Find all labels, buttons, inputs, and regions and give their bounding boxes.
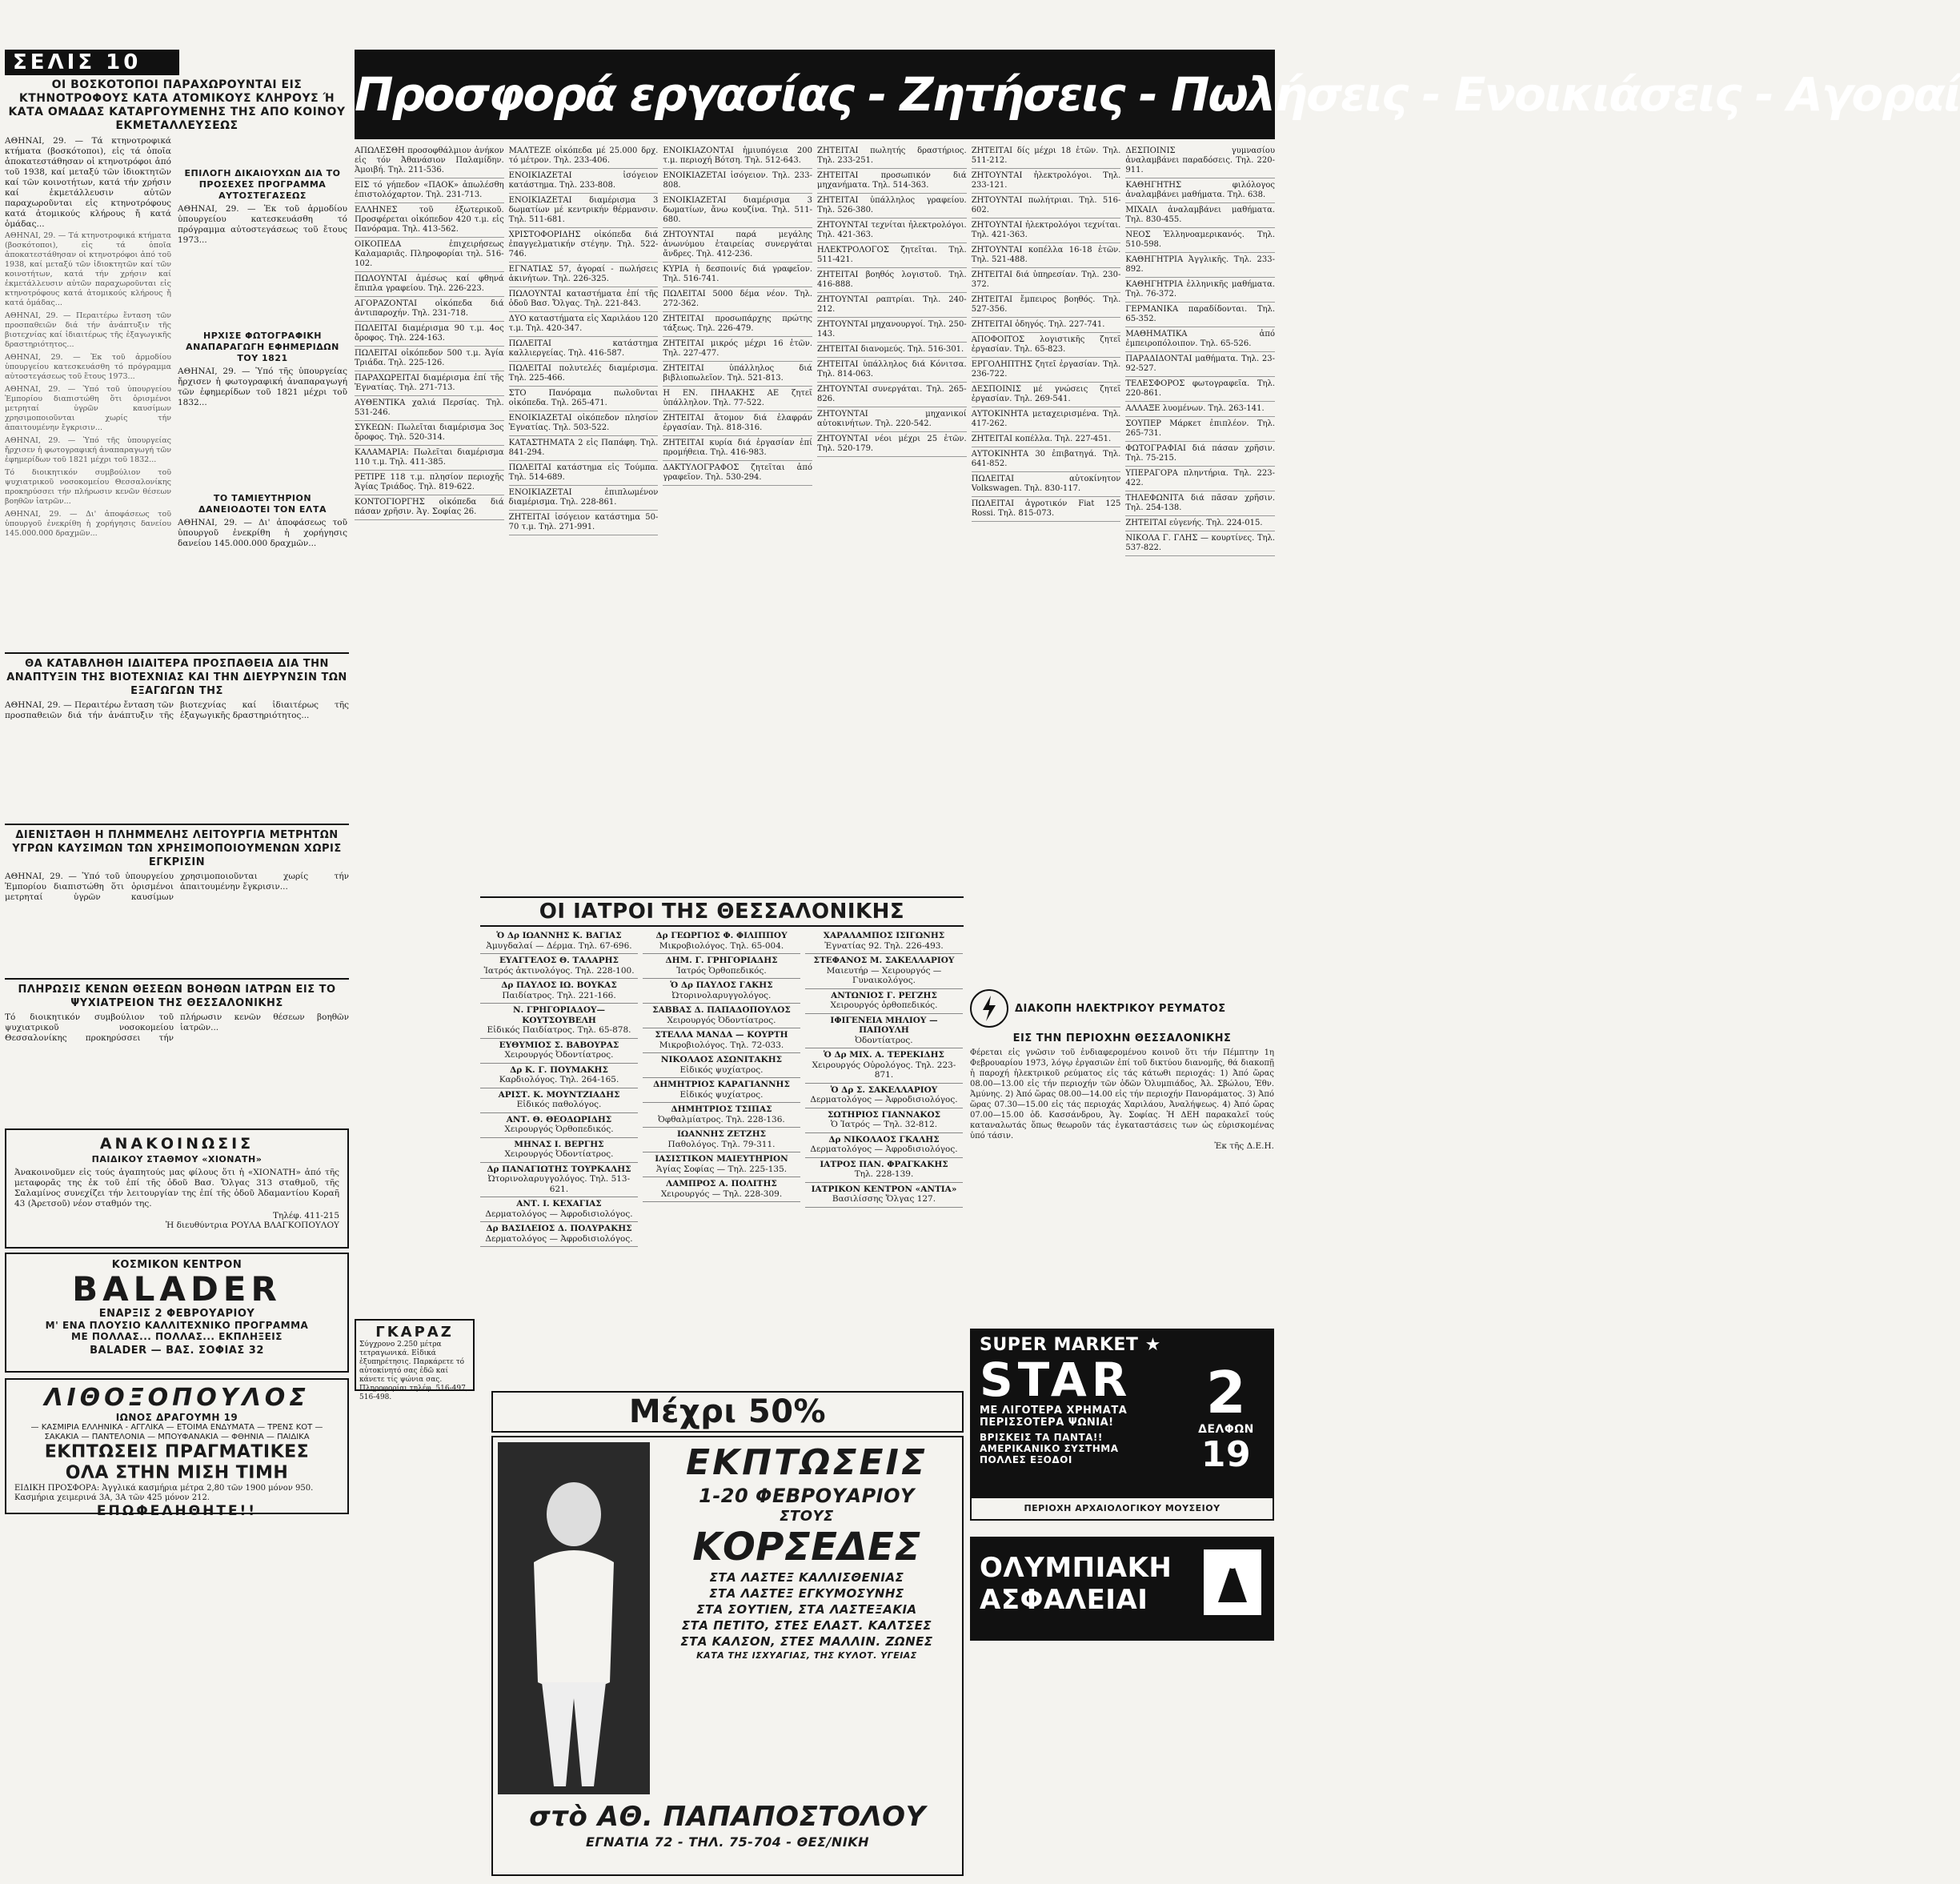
corset-ad xyxy=(491,1436,964,1876)
doctor-name: ΔΗΜ. Γ. ΓΡΗΓΟΡΙΑΔΗΣ xyxy=(665,956,778,965)
doctor-info: Μαιευτήρ — Χειρουργός — Γυναικολόγος. xyxy=(826,965,942,985)
classified-ad: ΠΩΛΕΙΤΑΙ οἰκόπεδον 500 τ.μ. Ἁγία Τριάδα. Τηλ. 225-126. xyxy=(355,347,504,371)
doctor-name: ΑΡΙΣΤ. Κ. ΜΟΥΝΤΖΙΑΔΗΣ xyxy=(498,1089,620,1100)
doctor-info: Χειρουργός ὀρθοπεδικός. xyxy=(830,1000,938,1010)
garage-ad xyxy=(355,1319,475,1401)
page-section-label: ΣΕΛΙΣ 10 xyxy=(5,50,179,75)
olympiaki-sub: ΑΣΦΑΛΕΙΑΙ xyxy=(980,1584,1148,1616)
star-number: 2 xyxy=(1205,1359,1247,1426)
doctor-listing xyxy=(480,954,638,979)
shop-address: ΙΩΝΟΣ ΔΡΑΓΟΥΜΗ 19 xyxy=(115,1412,238,1423)
doctor-name: Δρ ΠΑΝΑΓΙΩΤΗΣ ΤΟΥΡΚΑΛΗΣ xyxy=(487,1164,631,1174)
doctor-info: Τηλ. 228-139. xyxy=(854,1169,914,1179)
classified-ad: ΕΝΟΙΚΙΑΖΕΤΑΙ διαμέρισμα 3 δωματίων, ἄνω κουζίνα. Τηλ. 511-680. xyxy=(663,194,812,228)
doctor-info: Εἰδικός Παιδίατρος. Τηλ. 65-878. xyxy=(487,1025,631,1035)
classified-ad: ΠΩΛΕΙΤΑΙ ἀγροτικόν Fiat 125 Rossi. Τηλ. 815-073. xyxy=(972,497,1121,522)
dei-logo-icon xyxy=(970,989,1008,1028)
doctor-listing xyxy=(480,929,638,954)
classified-ad: ΖΗΤΕΙΤΑΙ ὑπάλληλος διά Κόνιτσα. Τηλ. 814-063. xyxy=(817,358,967,383)
doctor-info: Δερματολόγος — Ἀφροδισιολόγος. xyxy=(810,1095,958,1104)
power-outage-title: ΔΙΑΚΟΠΗ ΗΛΕΚΤΡΙΚΟΥ ΡΕΥΜΑΤΟΣ xyxy=(1015,1002,1226,1015)
classified-ad: ΖΗΤΕΙΤΑΙ προσωπικόν διά μηχανήματα. Τηλ. 514-363. xyxy=(817,169,967,194)
lithoxopoulos-ad xyxy=(5,1378,349,1519)
classified-ad: ΖΗΤΕΙΤΑΙ ὑπάλληλος διά βιβλιοπωλεῖον. Τηλ. 521-813. xyxy=(663,362,812,387)
doctor-name: ΕΥΑΓΓΕΛΟΣ Θ. ΤΑΛΑΡΗΣ xyxy=(499,956,619,965)
classifieds-col-2 xyxy=(509,144,659,992)
classified-ad: ΖΗΤΕΙΤΑΙ κοπέλλα. Τηλ. 227-451. xyxy=(972,432,1121,447)
doctors-col-2 xyxy=(643,929,800,1247)
classified-ad: ΠΩΛΕΙΤΑΙ πολυτελές διαμέρισμα. Τηλ. 225-466. xyxy=(509,362,659,387)
shop-name: ΛΙΘΟΞΟΠΟΥΛΟΣ xyxy=(44,1384,310,1412)
doctor-info: Εἰδικός ψυχίατρος. xyxy=(679,1089,764,1100)
doctor-name: ΣΤΕΦΑΝΟΣ Μ. ΣΑΚΕΛΛΑΡΙΟΥ xyxy=(813,956,955,965)
article-title-grazing: ΟΙ ΒΟΣΚΟΤΟΠΟΙ ΠΑΡΑΧΩΡΟΥΝΤΑΙ ΕΙΣ ΚΤΗΝΟΤΡΟΦΟΥΣ ΚΑΤΑ ΑΤΟΜΙΚΟΥΣ ΚΛΗΡΟΥΣ Ή ΚΑΤΑ ΟΜΑΔΑΣ ΚΑΤΑΡΓΟΥΜΕΝΗΣ ΤΗΣ ΑΠΟ ΚΟΙΝΟΥ ΕΚΜΕΤΑΛΛΕΥΣΕΩΣ xyxy=(8,78,346,132)
classified-ad: ΕΙΣ τό γήπεδον «ΠΑΟΚ» ἀπωλέσθη ἐπιστολόχαρτον. Τηλ. 231-713. xyxy=(355,178,504,203)
doctor-listing xyxy=(480,1197,638,1222)
doctor-name: ΝΙΚΟΛΑΟΣ ΑΣΩΝΙΤΑΚΗΣ xyxy=(660,1055,783,1064)
article-body-grazing: ΑΘΗΝΑΙ, 29. — Τά κτηνοτροφικά κτήματα (βοσκότοποι), εἰς τά ὁποῖα ἀποκατεστάθησαν οἱ κτηνοτρόφοι ἀπό τοῦ 1938, καί μεταξύ τῶν ἰδιοκτητῶν καί τῶν κοινοτήτων, κατά τήν χρήσιν καί ἐκμετάλλευσιν αὐτῶν παραχωροῦνται εἰς κτηνοτρόφους κατά ἀτομικούς κλήρους ἤ κατά ὁμάδας... xyxy=(5,136,171,229)
doctor-name: ΣΤΕΛΛΑ ΜΑΝΔΑ — ΚΟΥΡΤΗ xyxy=(655,1030,788,1040)
shop-call-to-action: ΕΠΩΦΕΛΗΘΗΤΕ!! xyxy=(96,1503,258,1519)
doctor-listing xyxy=(805,1108,963,1133)
doctor-info: Δερματολόγος — Ἀφροδισιολόγος. xyxy=(485,1209,633,1219)
classified-ad: ΠΩΛΟΥΝΤΑΙ καταστήματα ἐπί τῆς ὁδοῦ Βασ. Ὄλγας. Τηλ. 221-843. xyxy=(509,287,659,312)
doctor-listing xyxy=(643,1177,800,1202)
corset-line-6: ΚΑΤΑ ΤΗΣ ΙΣΧΥΑΓΙΑΣ, ΤΗΣ ΚΥΛΟΤ. ΥΓΕΙΑΣ xyxy=(696,1650,917,1661)
balader-line-2: ΜΕ ΠΟΛΛΑΣ... ΠΟΛΛΑΣ... ΕΚΠΛΗΞΕΙΣ xyxy=(71,1331,283,1342)
doctor-info: Καρδιολόγος. Τηλ. 264-165. xyxy=(499,1075,619,1084)
classifieds-col-1 xyxy=(355,144,504,992)
doctor-info: Ὠτορινολαρυγγολόγος. xyxy=(671,990,772,1000)
doctor-name: Δρ ΠΑΥΛΟΣ ΙΩ. ΒΟΥΚΑΣ xyxy=(501,980,617,990)
classified-ad: ΚΑΘΗΓΗΤΗΣ φιλόλογος ἀναλαμβάνει μαθήματα. Τηλ. 638. xyxy=(1125,178,1275,203)
article-body-psychiatric: Τό διοικητικόν συμβούλιον τοῦ ψυχιατρικοῦ νοσοκομείου Θεσσαλονίκης προκηρύσσει τήν πλήρωσιν κενῶν θέσεων βοηθῶν ἰατρῶν... xyxy=(5,1012,349,1043)
doctor-info: Χειρουργός Ὀδοντίατρος. xyxy=(504,1149,614,1159)
olympiaki-ad xyxy=(970,1537,1274,1641)
olympiaki-logo-icon xyxy=(1200,1546,1265,1621)
corset-discount: Μέχρι 50% xyxy=(628,1393,827,1430)
doctors-title: ΟΙ ΙΑΤΡΟΙ ΤΗΣ ΘΕΣΣΑΛΟΝΙΚΗΣ xyxy=(539,900,905,924)
doctor-listing xyxy=(805,954,963,989)
doctor-name: ΙΦΙΓΕΝΕΙΑ ΜΗΛΙΟΥ — ΠΑΠΟΥΛΗ xyxy=(830,1015,938,1035)
classified-ad: ΑΠΩΛΕΣΘΗ προσοφθάλμιον ἀνήκον εἰς τόν Ἀθανάσιον Παλαμίδην. Ἀμοιβή. Τηλ. 211-536. xyxy=(355,144,504,178)
doctor-listing xyxy=(805,1084,963,1108)
classified-ad: ΚΥΡΙΑ ἡ δεσποινίς διά γραφεῖον. Τηλ. 516-741. xyxy=(663,263,812,287)
classified-ad: ΧΡΙΣΤΟΦΟΡΙΔΗΣ οἰκόπεδα διά ἐπαγγελματικήν στέγην. Τηλ. 522-746. xyxy=(509,228,659,263)
star-street-number: 19 xyxy=(1200,1434,1252,1475)
classified-ad: ΗΛΕΚΤΡΟΛΟΓΟΣ ζητεῖται. Τηλ. 511-421. xyxy=(817,243,967,268)
classified-ad: ΕΝΟΙΚΙΑΖΕΤΑΙ οἰκόπεδον πλησίον Ἐγνατίας. Τηλ. 503-522. xyxy=(509,411,659,436)
doctor-info: Παθολόγος. Τηλ. 79-311. xyxy=(667,1139,776,1149)
star-kicker: SUPER MARKET ★ xyxy=(980,1335,1161,1355)
classified-ad: ΤΗΛΕΦΩΝΙΤΑ διά πᾶσαν χρῆσιν. Τηλ. 254-138. xyxy=(1125,491,1275,516)
classifieds-banner: Προσφορά εργασίας - Ζητήσεις - Πωλήσεις - Ενοικιάσεις - Αγοραί xyxy=(355,50,1275,139)
shop-sale: ΕΚΠΤΩΣΕΙΣ ΠΡΑΓΜΑΤΙΚΕΣ xyxy=(44,1442,310,1462)
doctor-info: Ἰατρός Ὀρθοπεδικός. xyxy=(676,965,767,976)
corset-dates: 1-20 ΦΕΒΡΟΥΑΡΙΟΥ xyxy=(699,1485,915,1507)
announcement-signature: Ἡ διευθύντρια ΡΟΥΛΑ ΒΛΑΓΚΟΠΟΥΛΟΥ xyxy=(165,1221,339,1230)
classified-ad: ΖΗΤΟΥΝΤΑΙ ἠλεκτρολόγοι. Τηλ. 233-121. xyxy=(972,169,1121,194)
balader-line-1: Μ' ΕΝΑ ΠΛΟΥΣΙΟ ΚΑΛΛΙΤΕΧΝΙΚΟ ΠΡΟΓΡΑΜΜΑ xyxy=(45,1320,309,1331)
star-line-1: ΜΕ ΛΙΓΟΤΕΡΑ ΧΡΗΜΑΤΑ xyxy=(980,1405,1128,1417)
article-body-newspapers-1821: ΑΘΗΝΑΙ, 29. — Ὑπό τῆς ὑπουργείας ἤρχισεν ἡ φωτογραφική ἀναπαραγωγή τῶν ἐφημερίδων τοῦ 1821 μέχρι τοῦ 1832... xyxy=(178,367,347,407)
doctor-listing xyxy=(643,979,800,1004)
doctor-info: Χειρουργός Οὐρολόγος. Τηλ. 223-871. xyxy=(812,1060,956,1080)
classified-ad: ΚΑΤΑΣΤΗΜΑΤΑ 2 εἰς Παπάφη. Τηλ. 841-294. xyxy=(509,436,659,461)
shop-sale-half-price: ΟΛΑ ΣΤΗΝ ΜΙΣΗ ΤΙΜΗ xyxy=(65,1463,289,1483)
doctor-info: Μικροβιολόγος. Τηλ. 65-004. xyxy=(659,940,784,951)
classified-ad: ΦΩΤΟΓΡΑΦΙΑΙ διά πάσαν χρῆσιν. Τηλ. 75-215. xyxy=(1125,442,1275,467)
model-photo xyxy=(498,1442,650,1794)
classified-ad: ΖΗΤΕΙΤΑΙ μικρός μέχρι 16 ἐτῶν. Τηλ. 227-477. xyxy=(663,337,812,362)
classified-ad: ΠΑΡΑΧΩΡΕΙΤΑΙ διαμέρισμα ἐπί τῆς Ἐγνατίας. Τηλ. 271-713. xyxy=(355,371,504,396)
article-body-savings-bank: ΑΘΗΝΑΙ, 29. — Δι' ἀποφάσεως τοῦ ὑπουργοῦ ἐνεκρίθη ἡ χορήγησις δανείου 145.000.000 δραχμῶν... xyxy=(178,518,347,548)
power-outage-body: Φέρεται εἰς γνῶσιν τοῦ ἐνδιαφερομένου κοινοῦ ὅτι τήν Πέμπτην 1η Φεβρουαρίου 1973, λόγῳ ἐργασιῶν ἐπί τοῦ δικτύου διανομῆς, θά διακοπῇ ἡ παροχή ἠλεκτρικοῦ ρεύματος εἰς τάς κάτωθι περιοχάς: 1) Ἀπό ὥρας 08.00—13.00 εἰς τήν περιοχήν τῶν ὁδῶν Ὀλυμπιάδος, Ἀλ. Σβώλου, Ἐθν. Ἀμύνης. 2) Ἀπό ὥρας 08.00—14.00 εἰς τήν περιοχήν Πανοράματος. 3) Ἀπό ὥρας 07.30—15.00 εἰς τάς περιοχάς Χαριλάου, Ἀναλήψεως. 4) Ἀπό ὥρας 07.00—15.00 ὁδ. Κασσάνδρου, Ἁγ. Σοφίας. Ἡ ΔΕΗ παρακαλεῖ τούς καταναλωτάς ὅπως θεωροῦν τάς ἐγκαταστάσεις των ὡς εὑρισκομένας ὑπό τάσιν. xyxy=(970,1048,1274,1140)
doctor-name: ΕΥΘΥΜΙΟΣ Σ. ΒΑΒΟΥΡΑΣ xyxy=(499,1040,619,1050)
classified-ad: ΖΗΤΕΙΤΑΙ ὑπάλληλος γραφείου. Τηλ. 526-380. xyxy=(817,194,967,218)
classified-ad: ΣΟΥΠΕΡ Μάρκετ ἐπιπλέον. Τηλ. 265-731. xyxy=(1125,417,1275,442)
power-outage-signature: Ἐκ τῆς Δ.Ε.Η. xyxy=(1214,1141,1274,1151)
doctor-info: Δερματολόγος — Ἀφροδισιολόγος. xyxy=(485,1233,633,1244)
doctor-listing xyxy=(805,1158,963,1183)
doctor-info: Ἀμυγδαλαί — Δέρμα. Τηλ. 67-696. xyxy=(486,940,632,951)
classified-ad: Η ΕΝ. ΠΗΛΑΚΗΣ ΑΕ ζητεῖ ὑπάλληλον. Τηλ. 77-522. xyxy=(663,387,812,411)
classified-ad: ΑΥΘΕΝΤΙΚΑ χαλιά Περσίας. Τηλ. 531-246. xyxy=(355,396,504,421)
doctor-name: Δρ ΓΕΩΡΓΙΟΣ Φ. ΦΙΛΙΠΠΟΥ xyxy=(655,931,788,940)
classified-ad: ΖΗΤΕΙΤΑΙ ὁδηγός. Τηλ. 227-741. xyxy=(972,318,1121,333)
classified-ad: ΖΗΤΕΙΤΑΙ προσωπάρχης πρώτης τάξεως. Τηλ. 226-479. xyxy=(663,312,812,337)
corset-in: ΣΤΟΥΣ xyxy=(780,1508,834,1525)
garage-title: ΓΚΑΡΑΖ xyxy=(375,1324,454,1341)
doctor-listing xyxy=(643,1004,800,1028)
doctor-name: ΣΑΒΒΑΣ Δ. ΠΑΠΑΔΟΠΟΥΛΟΣ xyxy=(652,1005,791,1015)
article-continuation: ΑΘΗΝΑΙ, 29. — Τά κτηνοτροφικά κτήματα (βοσκότοποι), εἰς τά ὁποῖα ἀποκατεστάθησαν οἱ κτηνοτρόφοι ἀπό τοῦ 1938, καί μεταξύ τῶν ἰδιοκτητῶν καί τῶν κοινοτήτων, κατά τήν χρήσιν καί ἐκμετάλλευσιν αὐτῶν παραχωροῦνται εἰς κτηνοτρόφους κατά ἀτομικούς κλήρους ἤ κατά ὁμάδας... ΑΘΗΝΑΙ, 29. — Περαιτέρω ἔνταση τῶν προσπαθειῶν διά τήν ἀνάπτυξιν τῆς βιοτεχνίας καί ἰδιαιτέρως τῆς ἐξαγωγικῆς δραστηριότητος... ΑΘΗΝΑΙ, 29. — Ἐκ τοῦ ἁρμοδίου ὑπουργείου κατεσκευάσθη τό πρόγραμμα αὐτοστεγάσεως τοῦ ἔτους 1973... ΑΘΗΝΑΙ, 29. — Ὑπό τοῦ ὑπουργείου Ἐμπορίου διαπιστώθη ὅτι ὁρισμένοι μετρηταί ὑγρῶν καυσίμων χρησιμοποιοῦνται χωρίς τήν ἀπαιτουμένην ἔγκρισιν... ΑΘΗΝΑΙ, 29. — Ὑπό τῆς ὑπουργείας ἤρχισεν ἡ φωτογραφική ἀναπαραγωγή τῶν ἐφημερίδων τοῦ 1821 μέχρι τοῦ 1832... Τό διοικητικόν συμβούλιον τοῦ ψυχιατρικοῦ νοσοκομείου Θεσσαλονίκης προκηρύσσει τήν πλήρωσιν κενῶν θέσεων βοηθῶν ἰατρῶν... ΑΘΗΝΑΙ, 29. — Δι' ἀποφάσεως τοῦ ὑπουργοῦ ἐνεκρίθη ἡ χορήγησις δανείου 145.000.000 δραχμῶν... xyxy=(5,231,171,538)
doctors-col-3 xyxy=(805,929,963,1247)
doctor-listing xyxy=(643,1078,800,1103)
doctor-listing xyxy=(643,1152,800,1177)
classified-ad: ΣΥΚΕΩΝ: Πωλεῖται διαμέρισμα 3ος ὄροφος. Τηλ. 520-314. xyxy=(355,421,504,446)
corset-product: ΚΟΡΣΕΔΕΣ xyxy=(692,1525,921,1569)
star-street: ΔΕΛΦΩΝ xyxy=(1198,1423,1254,1436)
article-title-newspapers-1821: ΗΡΧΙΣΕ ΦΩΤΟΓΡΑΦΙΚΗ ΑΝΑΠΑΡΑΓΩΓΗ ΕΦΗΜΕΡΙΔΩΝ ΤΟΥ 1821 xyxy=(186,331,339,363)
classified-ad: ΑΥΤΟΚΙΝΗΤΑ 30 ἐπιβατηγά. Τηλ. 641-852. xyxy=(972,447,1121,472)
doctor-listing xyxy=(480,1088,638,1113)
classified-ad: ΠΩΛΕΙΤΑΙ 5000 δέμα νέον. Τηλ. 272-362. xyxy=(663,287,812,312)
classified-ad: ΖΗΤΟΥΝΤΑΙ ἠλεκτρολόγοι τεχνίται. Τηλ. 421-363. xyxy=(972,218,1121,243)
corset-line-3: ΣΤΑ ΣΟΥΤΙΕΝ, ΣΤΑ ΛΑΣΤΕΞΑΚΙΑ xyxy=(696,1602,917,1617)
classified-ad: ΖΗΤΕΙΤΑΙ ἔμπειρος βοηθός. Τηλ. 527-356. xyxy=(972,293,1121,318)
doctor-name: ΙΑΣΙΣΤΙΚΟΝ ΜΑΙΕΥΤΗΡΙΟΝ xyxy=(655,1154,788,1164)
balader-address: BALADER — ΒΑΣ. ΣΟΦΙΑΣ 32 xyxy=(90,1345,264,1357)
doctors-col-1 xyxy=(480,929,638,1247)
doctor-info: Παιδίατρος. Τηλ. 221-166. xyxy=(502,990,616,1000)
doctor-name: ΔΗΜΗΤΡΙΟΣ ΤΣΙΠΑΣ xyxy=(671,1104,772,1114)
classified-ad: ΕΓΝΑΤΙΑΣ 57, ἀγοραί - πωλήσεις ἀκινήτων. Τηλ. 226-325. xyxy=(509,263,659,287)
doctor-name: ΣΩΤΗΡΙΟΣ ΓΙΑΝΝΑΚΟΣ xyxy=(827,1109,941,1120)
classified-ad: ΝΕΟΣ Ἑλληνοαμερικανός. Τηλ. 510-598. xyxy=(1125,228,1275,253)
doctor-listing xyxy=(480,1039,638,1064)
article-title-savings-bank: ΤΟ ΤΑΜΙΕΥΤΗΡΙΟΝ ΔΑΝΕΙΟΔΟΤΕΙ ΤΟΝ ΕΛΤΑ xyxy=(198,493,327,515)
classified-ad: ΖΗΤΕΙΤΑΙ διά ὑπηρεσίαν. Τηλ. 230-372. xyxy=(972,268,1121,293)
doctor-listing xyxy=(480,1113,638,1138)
balader-ad xyxy=(5,1253,349,1373)
doctor-listing xyxy=(480,1163,638,1198)
doctor-info: Ἁγίας Σοφίας — Τηλ. 225-135. xyxy=(655,1164,788,1174)
classified-ad: ΖΗΤΟΥΝΤΑΙ πωλήτριαι. Τηλ. 516-602. xyxy=(972,194,1121,218)
shop-special-offer: ΕΙΔΙΚΗ ΠΡΟΣΦΟΡΑ: Ἀγγλικά κασμήρια μέτρα 2,80 τῶν 1900 μόνον 950. Κασμήρια χειμερινά 3Α, 3Α τῶν 425 μόνον 212. xyxy=(14,1484,314,1502)
doctor-info: Ἰατρός ἀκτινολόγος. Τηλ. 228-100. xyxy=(483,965,635,976)
classified-ad: ΖΗΤΕΙΤΑΙ διανομεύς. Τηλ. 516-301. xyxy=(817,343,967,358)
doctor-name: ΑΝΤΩΝΙΟΣ Γ. ΡΕΓΖΗΣ xyxy=(831,990,937,1000)
article-title-self-housing: ΕΠΙΛΟΓΗ ΔΙΚΑΙΟΥΧΩΝ ΔΙΑ ΤΟ ΠΡΟΣΕΧΕΣ ΠΡΟΓΡΑΜΜΑ ΑΥΤΟΣΤΕΓΑΣΕΩΣ xyxy=(184,168,341,201)
doctor-info: Ὀδοντίατρος. xyxy=(855,1035,913,1045)
article-title-psychiatric: ΠΛΗΡΩΣΙΣ ΚΕΝΩΝ ΘΕΣΕΩΝ ΒΟΗΘΩΝ ΙΑΤΡΩΝ ΕΙΣ ΤΟ ΨΥΧΙΑΤΡΕΙΟΝ ΤΗΣ ΘΕΣΣΑΛΟΝΙΚΗΣ xyxy=(18,984,336,1009)
doctor-listing xyxy=(480,1222,638,1247)
doctor-listing xyxy=(805,1133,963,1158)
corset-shop-name: στὸ ΑΘ. ΠΑΠΑΠΟΣΤΟΛΟΥ xyxy=(529,1801,926,1833)
corset-shop-address: ΕΓΝΑΤΙΑ 72 - ΤΗΛ. 75-704 - ΘΕΣ/ΝΙΚΗ xyxy=(585,1834,870,1850)
classified-ad: ΕΝΟΙΚΙΑΖΕΤΑΙ ἐπιπλωμένον διαμέρισμα. Τηλ. 228-861. xyxy=(509,486,659,511)
doctor-info: Χειρουργός Ὀρθοπεδικός. xyxy=(504,1124,614,1134)
doctors-section xyxy=(480,896,964,1313)
doctor-name: ΑΝΤ. Θ. ΘΕΟΔΩΡΙΔΗΣ xyxy=(506,1114,612,1124)
doctor-listing xyxy=(805,1183,963,1208)
classified-ad: ΑΛΛΑΞΕ λυομένων. Τηλ. 263-141. xyxy=(1125,402,1275,417)
classified-ad: ΚΑΛΑΜΑΡΙΑ: Πωλεῖται διαμέρισμα 110 τ.μ. Τηλ. 411-385. xyxy=(355,446,504,471)
classified-ad: ΚΑΘΗΓΗΤΡΙΑ Ἀγγλικῆς. Τηλ. 233-892. xyxy=(1125,253,1275,278)
announcement-body: Ἀνακοινοῦμεν εἰς τούς ἀγαπητούς μας φίλους ὅτι ἡ «ΧΙΟΝΑΤΗ» ἀπό τῆς μεταφορᾶς της ἐκ τοῦ ἐπί τῆς ὁδοῦ Βασ. Ὄλγας 313 σταθμοῦ, τῆς Σαλαμίνος συνεχίζει τήν λειτουργίαν της ἐπί τῆς ὁδοῦ Ἀδαμαντίου Κοραῆ 43 (Ἀρετσοῦ) νέον σταθμόν της. xyxy=(14,1168,339,1209)
doctor-listing xyxy=(805,929,963,954)
doctor-listing xyxy=(805,1014,963,1049)
classified-ad: ΜΑΘΗΜΑΤΙΚΑ ἀπό ἐμπειροπόλοιπον. Τηλ. 65-526. xyxy=(1125,327,1275,352)
power-outage-notice xyxy=(970,989,1274,1325)
classified-ad: ΠΑΡΑΔΙΔΟΝΤΑΙ μαθήματα. Τηλ. 23-92-527. xyxy=(1125,352,1275,377)
classified-ad: ΖΗΤΟΥΝΤΑΙ συνεργάται. Τηλ. 265-826. xyxy=(817,383,967,407)
doctor-info: Ὀφθαλμίατρος. Τηλ. 228-136. xyxy=(658,1114,785,1124)
classified-ad: ΖΗΤΟΥΝΤΑΙ κοπέλλα 16-18 ἐτῶν. Τηλ. 521-488. xyxy=(972,243,1121,268)
classified-ad: ΚΟΝΤΟΓΙΟΡΓΗΣ οἰκόπεδα διά πάσαν χρῆσιν. Ἁγ. Σοφίας 26. xyxy=(355,495,504,520)
classified-ad: ΖΗΤΟΥΝΤΑΙ μηχανουργοί. Τηλ. 250-143. xyxy=(817,318,967,343)
classified-ad: ΤΕΛΕΣΦΟΡΟΣ φωτογραφεῖα. Τηλ. 220-861. xyxy=(1125,377,1275,402)
doctor-name: Ὁ Δρ ΙΩΑΝΝΗΣ Κ. ΒΑΓΙΑΣ xyxy=(496,931,622,940)
doctor-listing xyxy=(480,1064,638,1088)
star-area: ΠΕΡΙΟΧΗ ΑΡΧΑΙΟΛΟΓΙΚΟΥ ΜΟΥΣΕΙΟΥ xyxy=(1024,1503,1220,1513)
classified-ad: ΔΑΚΤΥΛΟΓΡΑΦΟΣ ζητεῖται ἀπό γραφεῖον. Τηλ. 530-294. xyxy=(663,461,812,486)
classified-ad: ΚΑΘΗΓΗΤΡΙΑ ἑλληνικῆς μαθήματα. Τηλ. 76-372. xyxy=(1125,278,1275,303)
classified-ad: ΠΩΛΕΙΤΑΙ κατάστημα καλλιεργείας. Τηλ. 416-587. xyxy=(509,337,659,362)
doctor-info: Ὠτορινολαρυγγολόγος. Τηλ. 513-621. xyxy=(487,1174,631,1194)
classified-ad: ΖΗΤΕΙΤΑΙ ἄτομον διά ἐλαφράν ἐργασίαν. Τηλ. 818-316. xyxy=(663,411,812,436)
shop-items: — ΚΑΣΜΙΡΙΑ ΕΛΛΗΝΙΚΑ - ΑΓΓΛΙΚΑ — ΕΤΟΙΜΑ ΕΝΔΥΜΑΤΑ — ΤΡΕΝΣ ΚΟΤ — ΣΑΚΑΚΙΑ — ΠΑΝΤΕΛΟΝΙΑ — ΜΠΟΥΦΑΝΑΚΙΑ — ΦΘΗΝΙΑ — ΠΑΙΔΙΚΑ xyxy=(30,1423,323,1441)
doctor-listing xyxy=(643,1028,800,1053)
classifieds-col-4 xyxy=(817,144,967,992)
classified-ad: ΜΙΧΑΙΛ ἀναλαμβάνει μαθήματα. Τηλ. 830-455. xyxy=(1125,203,1275,228)
garage-body: Σύγχρονο 2.250 μέτρα τετραγωνικά. Εἰδικά ἐξυπηρέτησις. Παρκάρετε τό αὐτοκίνητό σας ἐδῶ καί κάνετε τίς ψώνια σας. Πληροφορίαι τηλέφ. 516-497, 516-498. xyxy=(359,1341,468,1401)
classified-ad: ΥΠΕΡΑΓΟΡΑ πληντήρια. Τηλ. 223-422. xyxy=(1125,467,1275,491)
classified-ad: ΖΗΤΕΙΤΑΙ εὐγενής. Τηλ. 224-015. xyxy=(1125,516,1275,531)
doctor-listing xyxy=(643,954,800,979)
doctor-listing xyxy=(805,1048,963,1084)
corset-line-4: ΣΤΑ ΠΕΤΙΤΟ, ΣΤΕΣ ΕΛΑΣΤ. ΚΑΛΤΣΕΣ xyxy=(681,1618,932,1633)
classified-ad: ΖΗΤΕΙΤΑΙ κυρία διά ἐργασίαν ἐπί προμήθεια. Τηλ. 416-983. xyxy=(663,436,812,461)
article-title-crafts: ΘΑ ΚΑΤΑΒΛΗΘΗ ΙΔΙΑΙΤΕΡΑ ΠΡΟΣΠΑΘΕΙΑ ΔΙΑ ΤΗΝ ΑΝΑΠΤΥΞΙΝ ΤΗΣ ΒΙΟΤΕΧΝΙΑΣ ΚΑΙ ΤΗΝ ΔΙΕΥΡΥΝΣΙΝ ΤΩΝ ΕΞΑΓΩΓΩΝ ΤΗΣ xyxy=(6,658,347,697)
classified-ad: ΔΥΟ καταστήματα εἰς Χαριλάου 120 τ.μ. Τηλ. 420-347. xyxy=(509,312,659,337)
doctor-listing xyxy=(480,1004,638,1039)
doctor-name: Ὁ Δρ ΠΑΥΛΟΣ ΓΑΚΗΣ xyxy=(670,980,773,990)
corset-line-2: ΣΤΑ ΛΑΣΤΕΞ ΕΓΚΥΜΟΣΥΝΗΣ xyxy=(709,1586,904,1601)
article-body-fuel-meters: ΑΘΗΝΑΙ, 29. — Ὑπό τοῦ ὑπουργείου Ἐμπορίου διαπιστώθη ὅτι ὁρισμένοι μετρηταί ὑγρῶν καυσίμων χρησιμοποιοῦνται χωρίς τήν ἀπαιτουμένην ἔγκρισιν... xyxy=(5,872,349,902)
announcement-phone: Τηλέφ. 411-215 xyxy=(272,1211,339,1221)
doctor-name: ΙΑΤΡΟΣ ΠΑΝ. ΦΡΑΓΚΑΚΗΣ xyxy=(820,1159,948,1169)
classifieds-area xyxy=(355,144,1275,992)
doctor-name: Δρ Κ. Γ. ΠΟΥΜΑΚΗΣ xyxy=(510,1064,608,1075)
balader-kicker: ΚΟΣΜΙΚΟΝ ΚΕΝΤΡΟΝ xyxy=(111,1259,242,1271)
classified-ad: ΖΗΤΕΙΤΑΙ δίς μέχρι 18 ἐτῶν. Τηλ. 511-212. xyxy=(972,144,1121,169)
classified-ad: ΕΝΟΙΚΙΑΖΕΤΑΙ ἰσόγειον. Τηλ. 233-808. xyxy=(663,169,812,194)
classified-ad: ΠΩΛΕΙΤΑΙ διαμέρισμα 90 τ.μ. 4ος ὄροφος. Τηλ. 224-163. xyxy=(355,322,504,347)
classifieds-col-5 xyxy=(972,144,1121,992)
doctor-listing xyxy=(643,1103,800,1128)
corset-ad-top xyxy=(491,1391,964,1433)
doctor-listing xyxy=(643,1053,800,1078)
power-outage-subtitle: ΕΙΣ ΤΗΝ ΠΕΡΙΟΧΗΝ ΘΕΣΣΑΛΟΝΙΚΗΣ xyxy=(1012,1032,1232,1044)
doctor-name: Δρ ΝΙΚΟΛΑΟΣ ΓΚΑΛΗΣ xyxy=(828,1134,940,1144)
announcement-subtitle: ΠΑΙΔΙΚΟΥ ΣΤΑΘΜΟΥ «ΧΙΟΝΑΤΗ» xyxy=(91,1154,263,1164)
classified-ad: ΣΤΟ Πανόραμα πωλοῦνται οἰκόπεδα. Τηλ. 265-471. xyxy=(509,387,659,411)
article-title-fuel-meters: ΔΙΕΝΙΣΤΑΘΗ Η ΠΛΗΜΜΕΛΗΣ ΛΕΙΤΟΥΡΓΙΑ ΜΕΤΡΗΤΩΝ ΥΓΡΩΝ ΚΑΥΣΙΜΩΝ ΤΩΝ ΧΡΗΣΙΜΟΠΟΙΟΥΜΕΝΩΝ ΧΩΡΙΣ ΕΓΚΡΙΣΙΝ xyxy=(12,829,342,868)
classified-ad: ΠΩΛΟΥΝΤΑΙ ἀμέσως καί φθηνά ἔπιπλα γραφείου. Τηλ. 226-223. xyxy=(355,272,504,297)
doctor-name: Ὁ Δρ ΜΙΧ. Α. ΤΕΡΕΚΙΔΗΣ xyxy=(824,1050,944,1060)
doctor-info: Χειρουργός Ὀδοντίατρος. xyxy=(504,1050,614,1060)
classified-ad: ΔΕΣΠΟΙΝΙΣ γυμνασίου ἀναλαμβάνει παραδόσεις. Τηλ. 220-911. xyxy=(1125,144,1275,178)
classified-ad: ΑΥΤΟΚΙΝΗΤΑ μεταχειρισμένα. Τηλ. 417-262. xyxy=(972,407,1121,432)
classified-ad: ΕΡΓΟΛΗΠΤΗΣ ζητεῖ ἐργασίαν. Τηλ. 236-722. xyxy=(972,358,1121,383)
classified-ad: ΖΗΤΟΥΝΤΑΙ ραπτρίαι. Τηλ. 240-212. xyxy=(817,293,967,318)
star-supermarket-ad xyxy=(970,1329,1274,1521)
doctor-listing xyxy=(480,979,638,1004)
doctor-name: ΔΗΜΗΤΡΙΟΣ ΚΑΡΑΓΙΑΝΝΗΣ xyxy=(653,1080,790,1089)
doctor-info: Εἰδικός ψυχίατρος. xyxy=(679,1064,764,1075)
classified-ad: ΖΗΤΕΙΤΑΙ βοηθός λογιστοῦ. Τηλ. 416-888. xyxy=(817,268,967,293)
doctor-listing xyxy=(643,929,800,954)
classified-ad: ΖΗΤΟΥΝΤΑΙ τεχνίται ἠλεκτρολόγοι. Τηλ. 421-363. xyxy=(817,218,967,243)
doctor-name: ΙΩΑΝΝΗΣ ΖΕΤΖΗΣ xyxy=(676,1129,767,1139)
doctor-name: Ὁ Δρ Σ. ΣΑΚΕΛΛΑΡΙΟΥ xyxy=(830,1084,938,1095)
doctor-info: Μικροβιολόγος. Τηλ. 72-033. xyxy=(659,1040,784,1050)
classified-ad: ΕΝΟΙΚΙΑΖΟΝΤΑΙ ἡμιυπόγεια 200 τ.μ. περιοχή Βότση. Τηλ. 512-643. xyxy=(663,144,812,169)
classified-ad: ΖΗΤΕΙΤΑΙ πωλητής δραστήριος. Τηλ. 233-251. xyxy=(817,144,967,169)
doctor-info: Χειρουργός — Τηλ. 228-309. xyxy=(660,1189,783,1199)
star-line-4: ΑΜΕΡΙΚΑΝΙΚΟ ΣΥΣΤΗΜΑ xyxy=(980,1443,1119,1454)
left-news-column xyxy=(5,78,349,975)
star-line-3: ΒΡΙΣΚΕΙΣ ΤΑ ΠΑΝΤΑ!! xyxy=(980,1432,1103,1443)
corset-line-5: ΣΤΑ ΚΑΛΣΟΝ, ΣΤΕΣ ΜΑΛΛΙΝ. ΖΩΝΕΣ xyxy=(680,1634,933,1649)
classified-ad: ΖΗΤΟΥΝΤΑΙ μηχανικοί αὐτοκινήτων. Τηλ. 220-542. xyxy=(817,407,967,432)
classified-ad: ΕΝΟΙΚΙΑΖΕΤΑΙ ἰσόγειον κατάστημα. Τηλ. 233-808. xyxy=(509,169,659,194)
classified-ad: ΖΗΤΟΥΝΤΑΙ παρά μεγάλης ἀνωνύμου ἐταιρείας συνεργάται ἄνδρες. Τηλ. 412-236. xyxy=(663,228,812,263)
star-line-5: ΠΟΛΛΕΣ ΕΞΟΔΟΙ xyxy=(980,1454,1072,1465)
doctor-name: ΑΝΤ. Ι. ΚΕΧΑΓΙΑΣ xyxy=(516,1199,602,1209)
classified-ad: ΖΗΤΕΙΤΑΙ ἰσόγειον κατάστημα 50-70 τ.μ. Τηλ. 271-991. xyxy=(509,511,659,535)
doctor-name: ΧΑΡΑΛΑΜΠΟΣ ΙΣΙΓΩΝΗΣ xyxy=(823,931,945,940)
classifieds-col-6 xyxy=(1125,144,1275,992)
doctor-info: Δερματολόγος — Ἀφροδισιολόγος. xyxy=(810,1144,958,1154)
olympiaki-name: ΟΛΥΜΠΙΑΚΗ xyxy=(980,1552,1172,1584)
classified-ad: ΟΙΚΟΠΕΔΑ ἐπιχειρήσεως Καλαμαριᾶς. Πληροφορίαι τηλ. 516-102. xyxy=(355,238,504,272)
classified-ad: ΖΗΤΟΥΝΤΑΙ νέοι μέχρι 25 ἐτῶν. Τηλ. 520-179. xyxy=(817,432,967,457)
corset-line-1: ΣΤΑ ΛΑΣΤΕΞ ΚΑΛΛΙΣΘΕΝΙΑΣ xyxy=(709,1570,904,1585)
balader-opening: ΕΝΑΡΞΙΣ 2 ΦΕΒΡΟΥΑΡΙΟΥ xyxy=(98,1308,255,1320)
doctor-info: Ἐγνατίας 92. Τηλ. 226-493. xyxy=(824,940,944,951)
classified-ad: ΠΩΛΕΙΤΑΙ κατάστημα εἰς Τούμπα. Τηλ. 514-689. xyxy=(509,461,659,486)
article-body-self-housing: ΑΘΗΝΑΙ, 29. — Ἐκ τοῦ ἁρμοδίου ὑπουργείου κατεσκευάσθη τό πρόγραμμα αὐτοστεγάσεως τοῦ ἔτους 1973... xyxy=(178,204,347,245)
doctor-name: ΙΑΤΡΙΚΟΝ ΚΕΝΤΡΟΝ «ΑΝΤΙΑ» xyxy=(811,1184,957,1194)
balader-name: BALADER xyxy=(72,1269,282,1309)
classified-ad: ΠΩΛΕΙΤΑΙ αὐτοκίνητον Volkswagen. Τηλ. 830-117. xyxy=(972,472,1121,497)
psychiatric-article xyxy=(5,978,349,1122)
classified-ad: ΔΕΣΠΟΙΝΙΣ μέ γνώσεις ζητεῖ ἐργασίαν. Τηλ. 269-541. xyxy=(972,383,1121,407)
article-body-crafts: ΑΘΗΝΑΙ, 29. — Περαιτέρω ἔνταση τῶν προσπαθειῶν διά τήν ἀνάπτυξιν τῆς βιοτεχνίας καί ἰδιαιτέρως τῆς ἐξαγωγικῆς δραστηριότητος... xyxy=(5,700,349,720)
star-line-2: ΠΕΡΙΣΣΟΤΕΡΑ ΨΩΝΙΑ! xyxy=(980,1417,1114,1429)
doctor-name: ΜΗΝΑΣ Ι. ΒΕΡΓΗΣ xyxy=(514,1139,604,1149)
doctor-listing xyxy=(643,1128,800,1152)
doctor-info: Ὁ Ἰατρός — Τηλ. 32-812. xyxy=(830,1120,938,1129)
doctor-name: ΛΑΜΠΡΟΣ Α. ΠΟΛΙΤΗΣ xyxy=(666,1179,777,1189)
classified-ad: ΑΓΟΡΑΖΟΝΤΑΙ οἰκόπεδα διά ἀντιπαροχήν. Τηλ. 231-718. xyxy=(355,297,504,322)
announcement-box xyxy=(5,1128,349,1249)
classified-ad: ΕΝΟΙΚΙΑΖΕΤΑΙ διαμέρισμα 3 δωματίων μέ κεντρικήν θέρμανσιν. Τηλ. 511-681. xyxy=(509,194,659,228)
doctor-listing xyxy=(480,1138,638,1163)
classified-ad: ΕΛΛΗΝΕΣ τοῦ ἐξωτερικοῦ. Προσφέρεται οἰκόπεδον 420 τ.μ. εἰς Πανόραμα. Τηλ. 413-562. xyxy=(355,203,504,238)
classified-ad: ΝΙΚΟΛΑ Γ. ΓΛΗΣ — κουρτίνες. Τηλ. 537-822. xyxy=(1125,531,1275,556)
corset-sale-title: ΕΚΠΤΩΣΕΙΣ xyxy=(686,1442,928,1483)
announcement-title: ΑΝΑΚΟΙΝΩΣΙΣ xyxy=(99,1135,255,1152)
classified-ad: ΓΕΡΜΑΝΙΚΑ παραδίδονται. Τηλ. 65-352. xyxy=(1125,303,1275,327)
star-name: STAR xyxy=(980,1353,1132,1407)
classified-ad: ΑΠΟΦΟΙΤΟΣ λογιστικῆς ζητεῖ ἐργασίαν. Τηλ. 65-823. xyxy=(972,333,1121,358)
doctor-name: Ν. ΓΡΗΓΟΡΙΑΔΟΥ—ΚΟΥΤΣΟΥΒΕΛΗ xyxy=(512,1005,606,1025)
classified-ad: ΜΑΛΤΕΖΕ οἰκόπεδα μέ 25.000 δρχ. τό μέτρον. Τηλ. 233-406. xyxy=(509,144,659,169)
doctor-listing xyxy=(805,989,963,1014)
doctor-info: Χειρουργός Ὀδοντίατρος. xyxy=(667,1015,776,1025)
classifieds-col-3 xyxy=(663,144,812,992)
classified-ad: ΡΕΤΙΡΕ 118 τ.μ. πλησίον περιοχῆς Ἁγίας Τριάδος. Τηλ. 819-622. xyxy=(355,471,504,495)
doctor-info: Βασιλίσσης Ὄλγας 127. xyxy=(832,1194,936,1204)
doctor-info: Εἰδικός παθολόγος. xyxy=(516,1100,602,1109)
doctor-name: Δρ ΒΑΣΙΛΕΙΟΣ Δ. ΠΟΛΥΡΑΚΗΣ xyxy=(486,1224,632,1233)
